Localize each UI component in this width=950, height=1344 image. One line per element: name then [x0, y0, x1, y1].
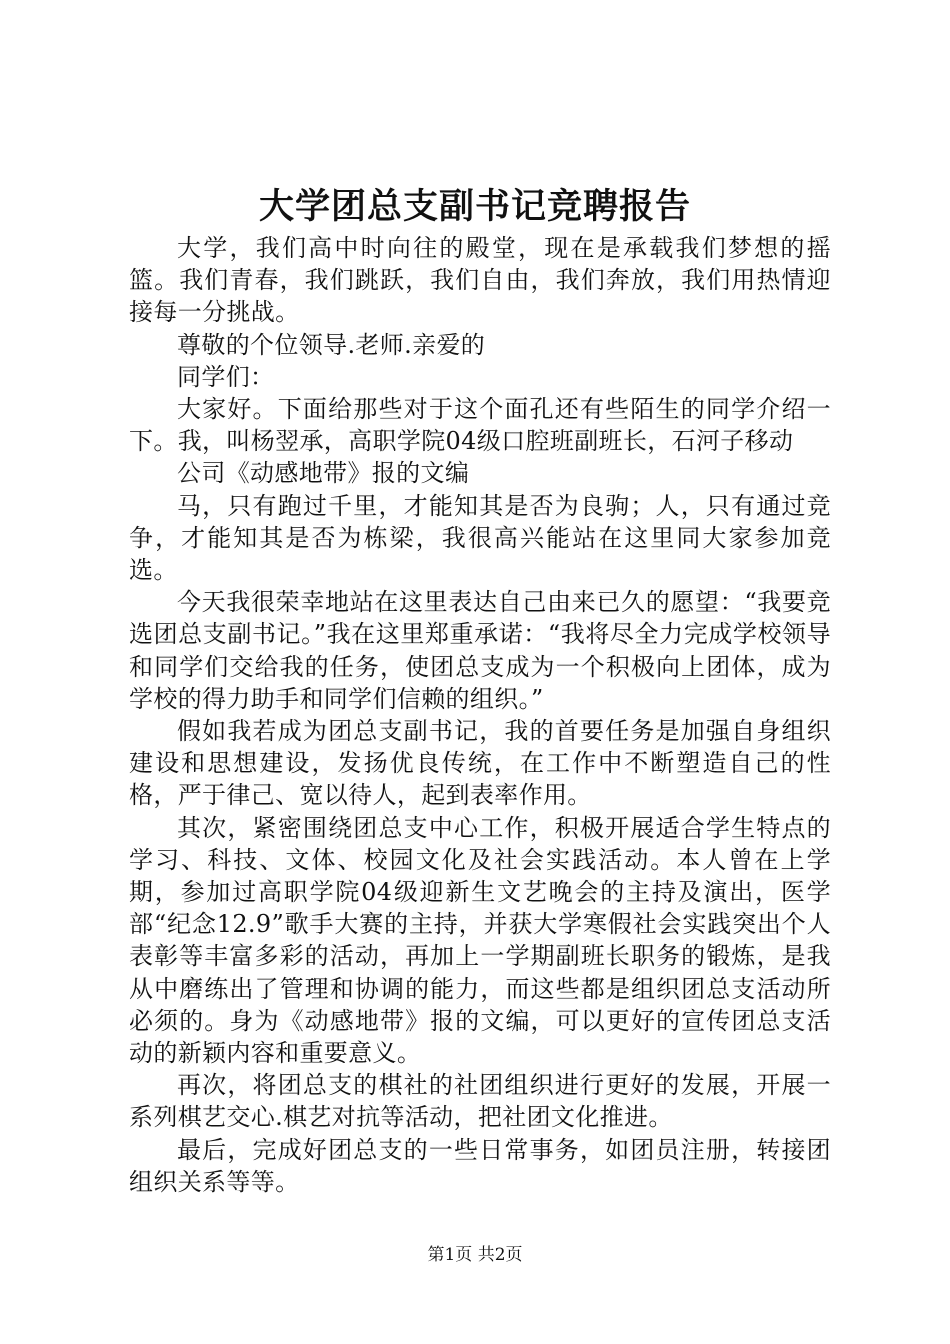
paragraph-first-task: 假如我若成为团总支副书记，我的首要任务是加强自身组织建设和思想建设，发扬优良传统，在工作中不断塑造自己的性格，严于律己、宽以待人，起到表率作用。 — [129, 717, 831, 810]
paragraph-third-task: 再次，将团总支的棋社的社团组织进行更好的发展，开展一系列棋艺交心.棋艺对抗等活动，把社团文化推进。 — [129, 1071, 831, 1132]
paragraph-competition: 马，只有跑过千里，才能知其是否为良驹；人，只有通过竞争，才能知其是否为栋梁，我很高兴能站在这里同大家参加竞选。 — [129, 491, 831, 585]
page-footer: 第1页 共2页 — [427, 1245, 523, 1265]
document-body — [129, 232, 831, 1198]
paragraph-self-introduction: 大家好。下面给那些对于这个面孔还有些陌生的同学介绍一下。我，叫杨翌承，高职学院04级口腔班副班长，石河子移动 — [129, 395, 831, 456]
paragraph-intro: 大学，我们高中时向往的殿堂，现在是承载我们梦想的摇篮。我们青春，我们跳跃，我们自由，我们奔放，我们用热情迎接每一分挑战。 — [129, 234, 831, 327]
paragraph-last-task: 最后，完成好团总支的一些日常事务，如团员注册，转接团组织关系等等。 — [129, 1135, 831, 1196]
paragraph-second-task: 其次，紧密围绕团总支中心工作，积极开展适合学生特点的学习、科技、文体、校园文化及社会实践活动。本人曾在上学期，参加过高职学院04级迎新生文艺晚会的主持及演出，医学部“纪念12.9”歌手大赛的主持，并获大学寒假社会实践突出个人表彰等丰富多彩的活动，再加上一学期副班长职务的锻炼，是我从中磨练出了管理和协调的能力，而这些都是组织团总支活动所必须的。身为《动感地带》报的文编，可以更好的宣传团总支活动的新颖内容和重要意义。 — [129, 813, 831, 1068]
document-title: 大学团总支副书记竞聘报告 — [258, 186, 691, 227]
paragraph-salutation: 尊敬的个位领导.老师.亲爱的 — [177, 330, 486, 359]
paragraph-wish: 今天我很荣幸地站在这里表达自己由来已久的愿望：“我要竞选团总支副书记。”我在这里郑重承诺：“我将尽全力完成学校领导和同学们交给我的任务，使团总支成为一个积极向上团体，成为学校的得力助手和同学们信赖的组织。” — [129, 588, 831, 713]
paragraph-salutation-cont: 同学们： — [177, 362, 275, 391]
paragraph-self-introduction-cont: 公司《动感地带》报的文编 — [177, 459, 470, 488]
